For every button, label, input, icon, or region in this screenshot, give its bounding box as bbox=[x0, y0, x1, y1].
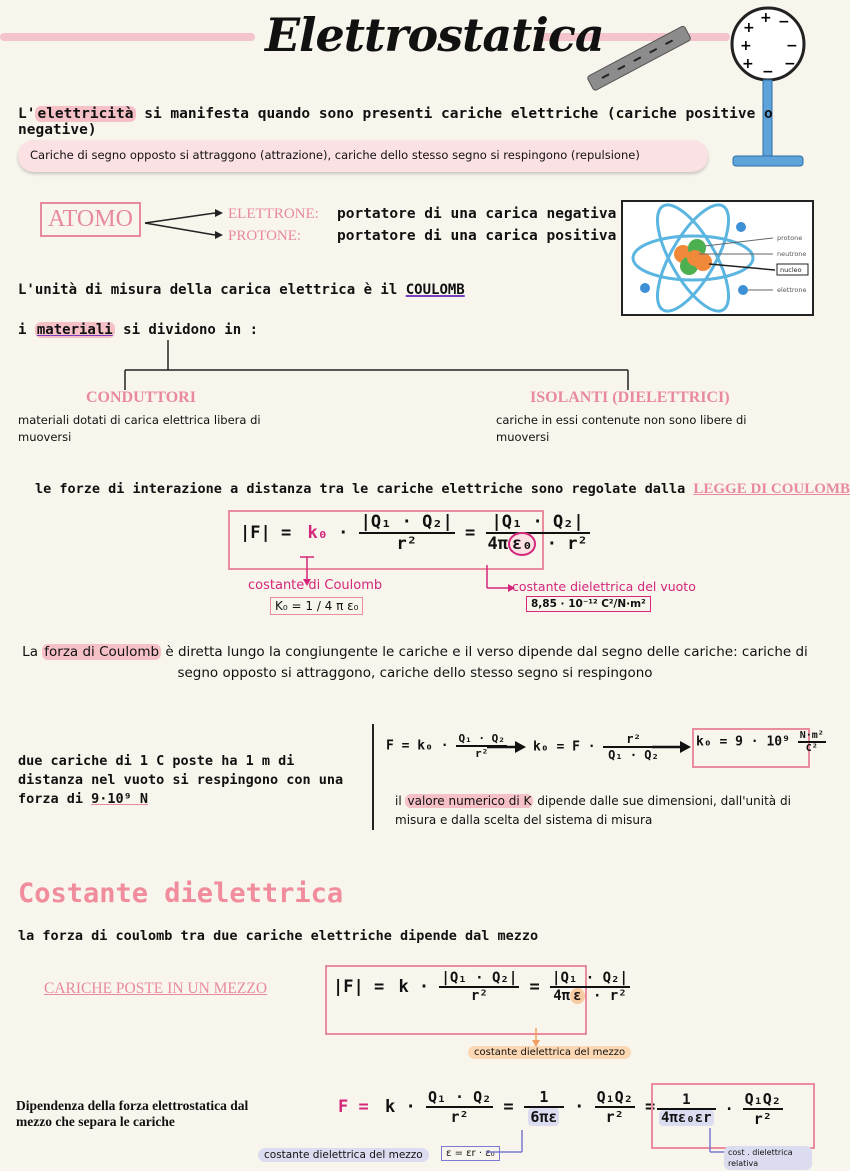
header-line-left bbox=[0, 33, 255, 41]
atom-diagram bbox=[621, 200, 814, 316]
eps-connector bbox=[486, 1130, 526, 1154]
diagram-label-proton: protone bbox=[777, 234, 803, 242]
dielectric-heading: Costante dielettrica bbox=[18, 878, 344, 909]
eq-medium-label: costante dielettrica del mezzo bbox=[258, 1148, 429, 1162]
page-title: Elettrostatica bbox=[265, 8, 604, 62]
svg-text:−: − bbox=[762, 64, 774, 80]
unit-line: L'unità di misura della carica elettrica è il COULOMB bbox=[18, 282, 465, 298]
svg-text:−: − bbox=[784, 56, 796, 72]
atom-icon bbox=[623, 202, 812, 314]
example-eq1: F = k₀ · $\frac{\text{Q₁ · Q₂}}{\text{r²}}$ bbox=[386, 732, 505, 760]
atom-branch-arrows bbox=[145, 205, 225, 245]
medium-const-label: costante dielettrica del mezzo bbox=[468, 1046, 631, 1059]
example-divider bbox=[372, 724, 374, 830]
dependency-label: Dipendenza della forza elettrostatica dal mezzo che separa le cariche bbox=[16, 1098, 249, 1129]
diagram-label-electron: elettrone bbox=[777, 286, 807, 294]
proton-desc: portatore di una carica positiva bbox=[337, 228, 617, 244]
atom-label: ATOMO bbox=[40, 202, 141, 237]
glass-rod-icon bbox=[580, 20, 700, 90]
example-eq3: k₀ = 9 · 10⁹ $\frac{\text{N·m²}}{\text{C²}}$ bbox=[696, 730, 824, 754]
medium-arrow bbox=[530, 1028, 542, 1048]
materials-line: i materiali si dividono in : bbox=[18, 322, 259, 338]
svg-text:+: + bbox=[760, 10, 772, 26]
example-eq2: k₀ = F · $\frac{\text{r²}}{\text{Q₁ · Q₂}}$ bbox=[533, 732, 663, 762]
svg-text:+: + bbox=[742, 56, 754, 72]
electron-desc: portatore di una carica negativa bbox=[337, 206, 617, 222]
k-note: il valore numerico di K dipende dalle sue dimensioni, dall'unità di misura e dalla scelta del sistema di misura bbox=[395, 794, 791, 827]
coulomb-const-value: K₀ = 1 / 4 π ε₀ bbox=[270, 597, 363, 615]
medium-formula: |F| = k · $\frac{\text{|Q₁ · Q₂|}}{\text{r²}}$ = $\frac{\text{|Q₁ · Q₂|}}{\text{4π ε · r²}}$ bbox=[333, 970, 628, 1004]
dependency-formula: F = k · $\frac{\text{Q₁ · Q₂}}{\text{r²}}$ = $\frac{1}{6\pi\varepsilon}$ · $\frac{\text{Q₁Q₂}}{\text{r²}}$ = bbox=[338, 1088, 656, 1126]
diagram-label-nucleus: nucleo bbox=[780, 266, 802, 274]
arrow-right-icon bbox=[652, 740, 692, 754]
conductors-title: CONDUTTORI bbox=[86, 389, 196, 406]
vacuum-diel-label: costante dielettrica del vuoto bbox=[512, 579, 696, 594]
coulomb-const-label: costante di Coulomb bbox=[248, 578, 383, 593]
materials-tree bbox=[120, 340, 640, 392]
vacuum-diel-value: 8,85 · 10⁻¹² C²/N·m² bbox=[526, 596, 651, 612]
electroscope-icon bbox=[728, 0, 828, 172]
relative-label: cost . dielettrica relativa bbox=[724, 1146, 812, 1170]
eq-medium-value: ε = εr · ε₀ bbox=[441, 1146, 500, 1161]
example-left: due cariche di 1 C poste ha 1 m di distanza nel vuoto si respingono con una forza di 9·10⁹ N bbox=[18, 753, 344, 807]
svg-text:+: + bbox=[743, 20, 755, 36]
relative-formula: $\frac{1}{\text{4πε₀εr}}$ · $\frac{\text{Q₁Q₂}}{\text{r²}}$ bbox=[657, 1090, 783, 1128]
medium-label: CARICHE POSTE IN UN MEZZO bbox=[44, 980, 268, 997]
svg-text:+: + bbox=[740, 38, 752, 54]
arrow-right-icon bbox=[487, 740, 527, 754]
electron-name: ELETTRONE: bbox=[228, 206, 319, 222]
insulators-title: ISOLANTI (DIELETTRICI) bbox=[530, 389, 730, 406]
attraction-pill-text: Cariche di segno opposto si attraggono (attrazione), cariche dello stesso segno si respingono (repulsione) bbox=[30, 148, 640, 162]
svg-text:−: − bbox=[778, 14, 790, 30]
coulomb-sentence: le forze di interazione a distanza tra le cariche elettriche sono regolate dalla LEGGE DI COULOMB bbox=[35, 481, 850, 497]
coulomb-formula: |F| = k₀ · $\frac{\text{|Q₁ · Q₂|}}{\text{r²}}$ = $\frac{\text{|Q₁ · Q₂|}}{\text{4π ε₀ · r²}}$ bbox=[240, 512, 588, 554]
svg-text:−: − bbox=[786, 38, 798, 54]
insulators-desc: cariche in essi contenute non sono libere di muoversi bbox=[496, 413, 747, 444]
conductors-desc: materiali dotati di carica elettrica libera di muoversi bbox=[18, 413, 261, 444]
force-text: La forza di Coulomb è diretta lungo la congiungente le cariche e il verso dipende dal segno delle cariche: cariche di segno opposto si attraggono, cariche dello stesso segno si respingono bbox=[22, 644, 808, 681]
dielectric-sentence: la forza di coulomb tra due cariche elettriche dipende dal mezzo bbox=[18, 928, 539, 944]
intro-line: L' elettricità si manifesta quando sono presenti cariche elettriche (cariche positive o negative) bbox=[18, 106, 773, 138]
diagram-label-neutron: neutrone bbox=[777, 250, 807, 258]
proton-name: PROTONE: bbox=[228, 228, 302, 244]
